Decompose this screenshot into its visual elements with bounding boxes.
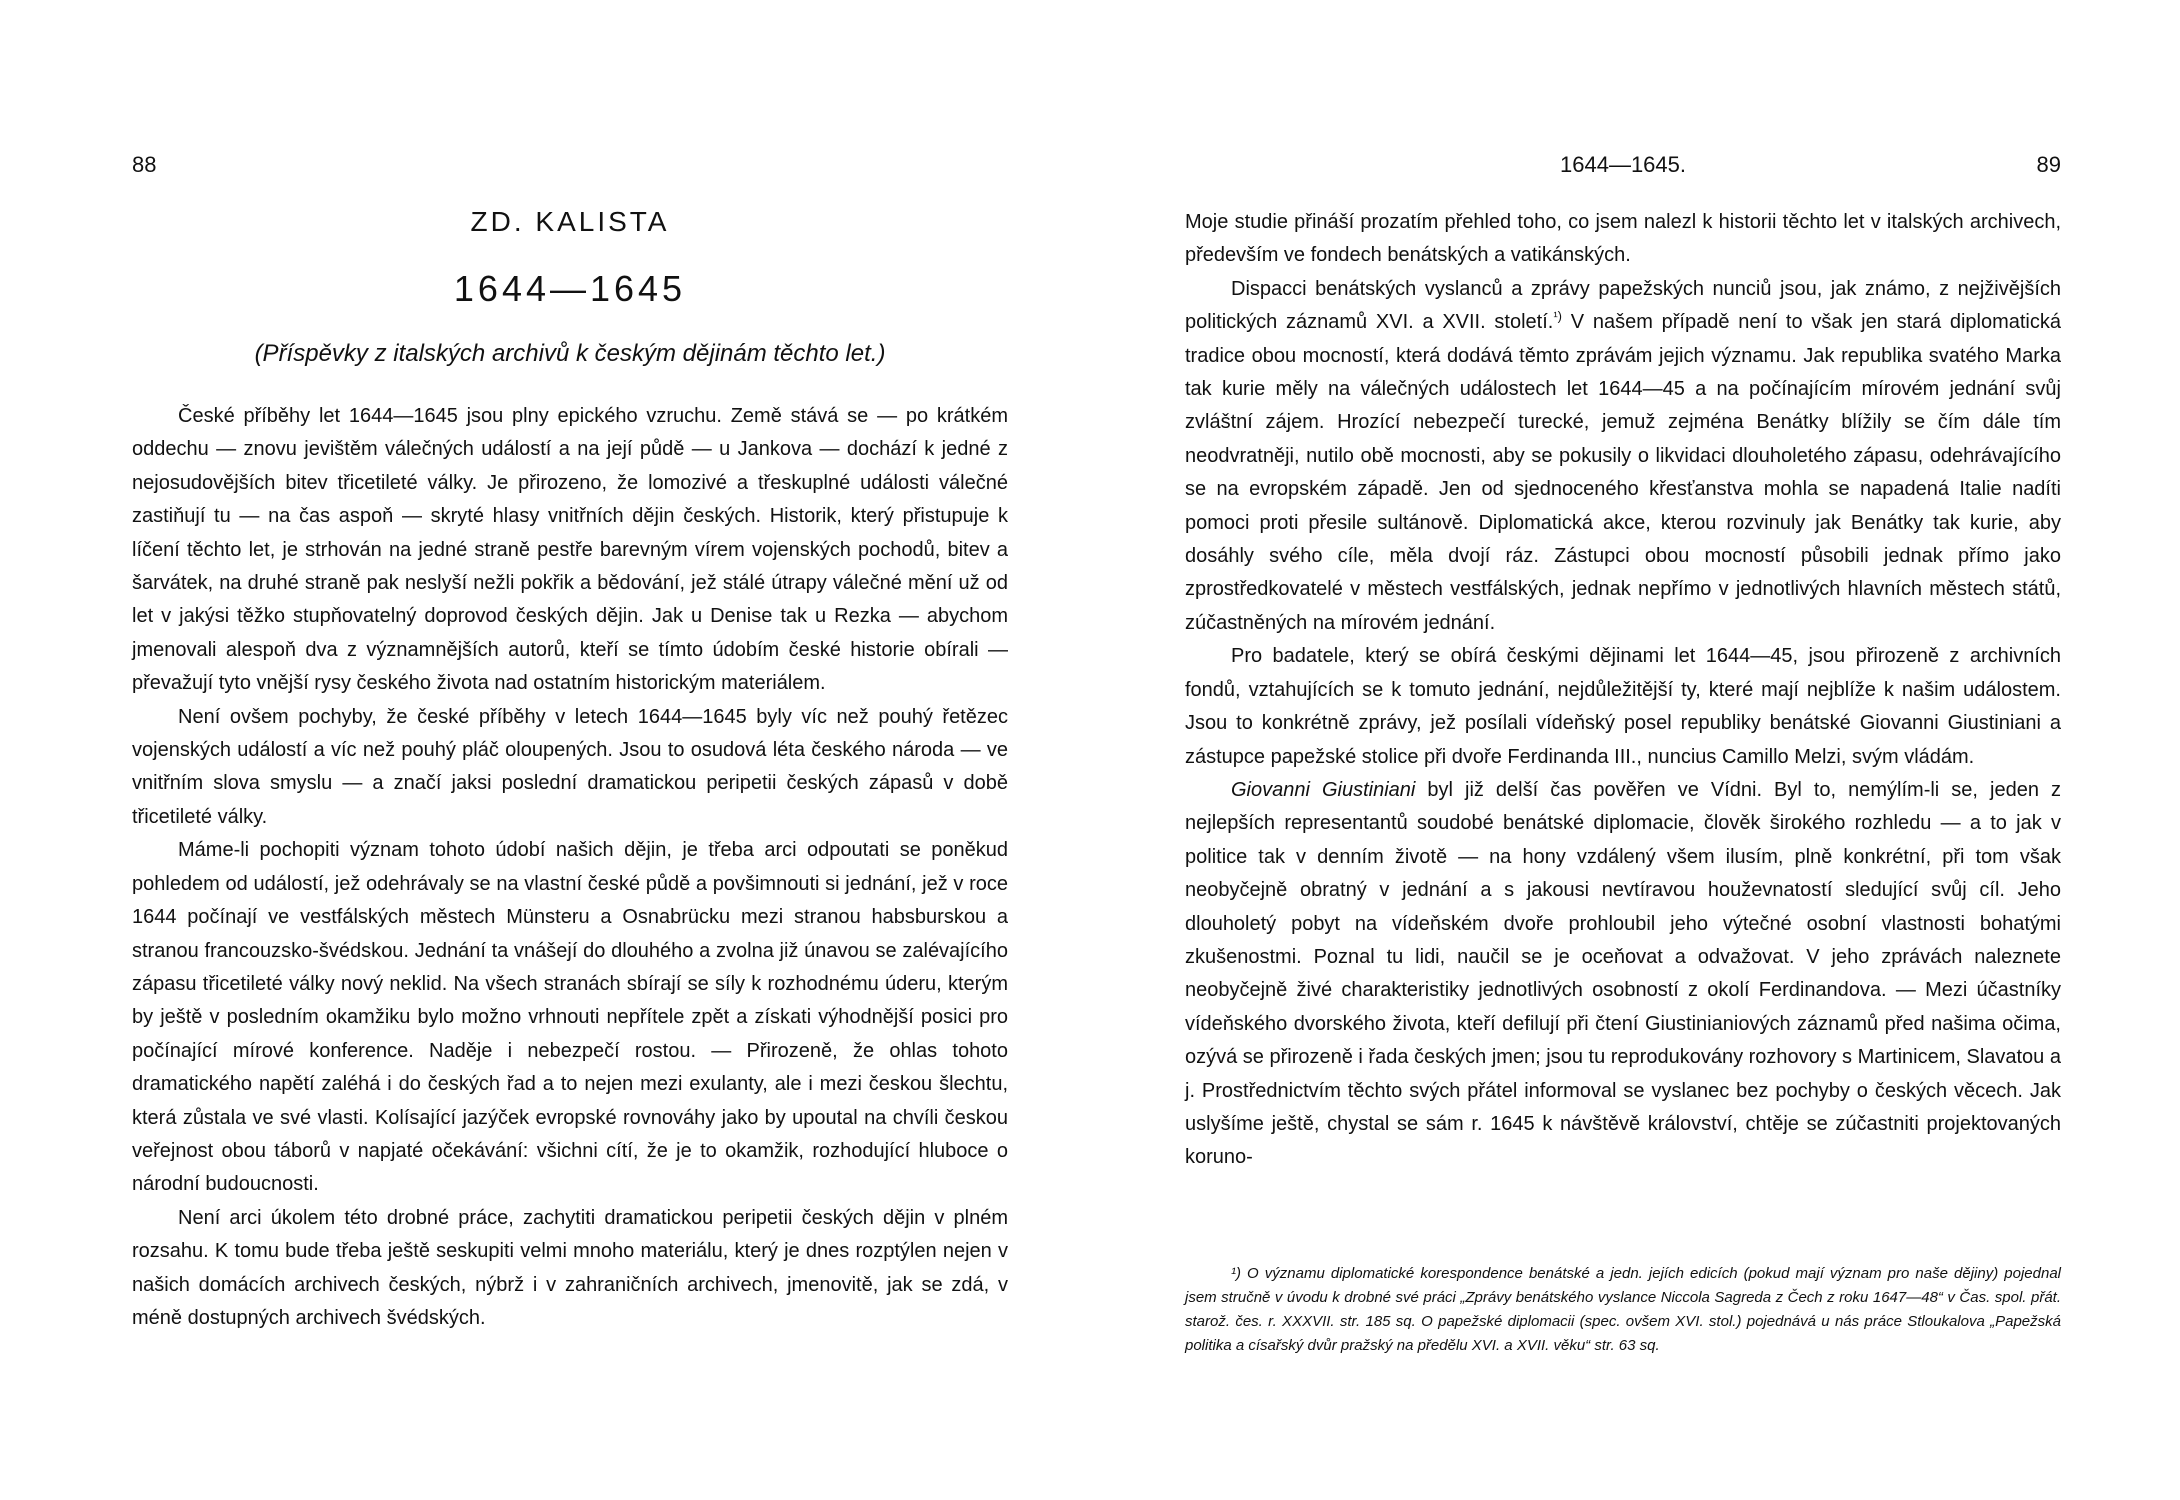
article-subtitle: (Příspěvky z italských archivů k českým dějinám těchto let.): [254, 340, 886, 367]
paragraph-text: Moje studie přináší prozatím přehled toho, co jsem nalezl k historii těchto let v italských archivech, především ve fondech benátských a vatikánských.: [1185, 211, 2061, 267]
paragraph: [1185, 206, 2061, 273]
paragraph: Není ovšem pochyby, že české příběhy v letech 1644—1645 byly víc než pouhý řetězec vojenských událostí a víc než pouhý pláč oloupených. Jsou to osudová léta českého národa — ve vnitřním slova smyslu — a značí jaksi poslední dramatickou peripetii českých zápasů v době třicetileté války.: [132, 705, 1008, 828]
paragraph: Máme-li pochopiti význam tohoto údobí našich dějin, je třeba arci odpoutati se poněkud pohledem od událostí, jež odehrávaly se na vlastní české půdě a povšimnouti si jednání, jež v roce 1644 počínají ve vestfálských městech Münsteru a Osnabrücku mezi stranou habsburskou a stranou francouzsko-švédskou. Jednání ta vnášejí do dlouhého a zvolna již únavou se zalévajícího zápasu třicetileté války nový neklid. Na všech stranách sbírají se síly k rozhodnému úderu, kterým by ještě v posledním okamžiku bylo možno vrhnouti nepřítele zpět a získati výhodnější posici pro počínající mírové konference. Naděje i nebezpečí rostou. — Přirozeně, že ohlas tohoto dramatického napětí zaléhá i do českých řad a to nejen mezi exulanty, ale i mezi českou šlechtu, která zůstala ve své vlasti. Kolísající jazýček evropské rovnováhy jako by upoutal na chvíli českou veřejnost obou táborů v napjaté očekávání: všichni cítí, že je to okamžik, rozhodující hluboce o národní budoucnosti.: [132, 839, 1008, 1196]
paragraph: Není arci úkolem této drobné práce, zachytiti dramatickou peripetii českých dějin v plném rozsahu. K tomu bude třeba ještě seskupiti velmi mnoho materiálu, který je dnes rozptýlen nejen v našich domácích archivech českých, nýbrž i v zahraničních archivech, jmenovitě, jak se zdá, v méně dostupných archivech švédských.: [132, 1206, 1008, 1329]
footnote-text: ¹) O významu diplomatické korespondence benátské a jedn. jejích edicích (pokud mají význam pro naše dějiny) pojednal jsem stručně v úvodu k drobné své práci „Zprávy benátského vyslance Niccola Sagreda z Čech z roku 1647—48“ v Čas. spol. přát. starož. čes. r. XXXVII. str. 185 sq. O papežské diplomacii (spec. ovšem XVI. stol.) pojednává u nás práce Stloukalova „Papežská politika a císařský dvůr pražský na předělu XVI. a XVII. věku“ str. 63 sq.: [1185, 1265, 2061, 1354]
left-page: [132, 0, 1008, 1500]
paragraph: [1185, 774, 2061, 1175]
footnote: [1185, 1262, 2061, 1358]
right-running-head: [1185, 152, 2061, 182]
paragraph-text: Pro badatele, který se obírá českými dějinami let 1644—45, jsou přirozeně z archivních fondů, vztahujících se k tomuto jednání, nejdůležitější ty, které mají nejblíže k našim událostem. Jsou to konkrétně zprávy, jež posílali vídeňský posel republiky benátské Giovanni Giustiniani a zástupce papežské stolice při dvoře Ferdinanda III., nuncius Camillo Melzi, svým vládám.: [1185, 645, 2061, 768]
paragraph: [1185, 640, 2061, 774]
running-title: 1644—1645.: [1560, 152, 1686, 177]
article-title: 1644—1645: [453, 268, 687, 309]
paragraph-text: Dispacci benátských vyslanců a zprávy papežských nunciů jsou, jak známo, z nejživějších politických záznamů XVI. a XVII. století.: [1185, 277, 2061, 334]
italic-name: Giovanni Giustiniani: [1231, 778, 1416, 801]
left-body-text: [132, 400, 1008, 1335]
right-page: [1185, 0, 2061, 1500]
footnote-mark: ¹): [1553, 308, 1563, 324]
paragraph-text-continued: V našem případě není to však jen stará diplomatická tradice obou mocností, která dodává těmto zprávám jejich významu. Jak republika svatého Marka tak kurie měly na válečných událostech let 1644—45 a na počínajícím mírovém jednání svůj zvláštní zájem. Hrozící nebezpečí turecké, jemuž zejména Benátky blížily se čím dále tím neodvratněji, nutilo obě mocnosti, aby se pokusily o likvidaci dlouholetého zápasu, odehrávajícího se na evropském západě. Jen od sjednoceného křesťanstva mohla se napadená Italie nadíti pomoci proti přesile sultánově. Diplomatická akce, kterou rozvinuly jak Benátky tak kurie, aby dosáhly svého cíle, měla dvojí ráz. Zástupci obou mocností působili jednak přímo jako zprostředkovatelé v městech vestfálských, jednak nepřímo v jednotlivých hlavních městech států, zúčastněných na mírovém jednání.: [1185, 311, 2061, 634]
left-running-head: [132, 152, 1008, 182]
right-body-text: [1185, 206, 2061, 1175]
page-number-right: 89: [2036, 152, 2061, 177]
paragraph: [1185, 273, 2061, 640]
article-author: ZD. KALISTA: [470, 206, 670, 237]
paragraph: České příběhy let 1644—1645 jsou plny epického vzruchu. Země stává se — po krátkém oddechu — znovu jevištěm válečných událostí a na její půdě — u Jankova — dochází k jedné z nejosudovějších bitev třicetileté války. Je přirozeno, že lomozivé a třeskuplné události válečné zastiňují tu — na čas aspoň — skryté hlasy vnitřních dějin českých. Historik, který přistupuje k líčení těchto let, je strhován na jedné straně pestře barevným vírem vojenských pochodů, bitev a šarvátek, na druhé straně pak neslyší nežli pokřik a bědování, jež stálé útrapy válečné mění už od let v jakýsi těžko stupňovatelný doprovod českých dějin. Jak u Denise tak u Rezka — abychom jmenovali alespoň dva z významnějších autorů, kteří se tímto údobím české historie obírali — převažují tyto vnější rysy českého života nad ostatním historickým materiálem.: [132, 405, 1008, 695]
paragraph-text: byl již delší čas pověřen ve Vídni. Byl to, nemýlím-li se, jeden z nejlepších representantů soudobé benátské diplomacie, člověk širokého rozhledu — a to jak v politice tak v denním životě — na hony vzdálený všem ilusím, plně konkrétní, při tom však neobyčejně obratný v jednání a s jakousi nevtíravou houževnatostí sledující svůj cíl. Jeho dlouholetý pobyt na vídeňském dvoře prohloubil jeho výtečné osobní vlastnosti bohatými zkušenostmi. Poznal tu lidi, naučil se je oceňovat a odvažovat. V jeho zprávách naleznete neobyčejně živé charakteristiky jednotlivých osobností z okolí Ferdinandova. — Mezi účastníky vídeňského dvorského života, kteří defilují při čtení Giustinianiových záznamů před našima očima, ozývá se přirozeně i řada českých jmen; jsou tu reprodukovány rozhovory s Martinicem, Slavatou a j. Prostřednictvím těchto svých přátel informoval se vyslanec bez pochyby o českých věcech. Jak uslyšíme ještě, chystal se sám r. 1645 k návštěvě království, chtěje se zúčastniti projektovaných koruno-: [1185, 778, 2061, 1169]
page-number-left: 88: [132, 152, 157, 177]
